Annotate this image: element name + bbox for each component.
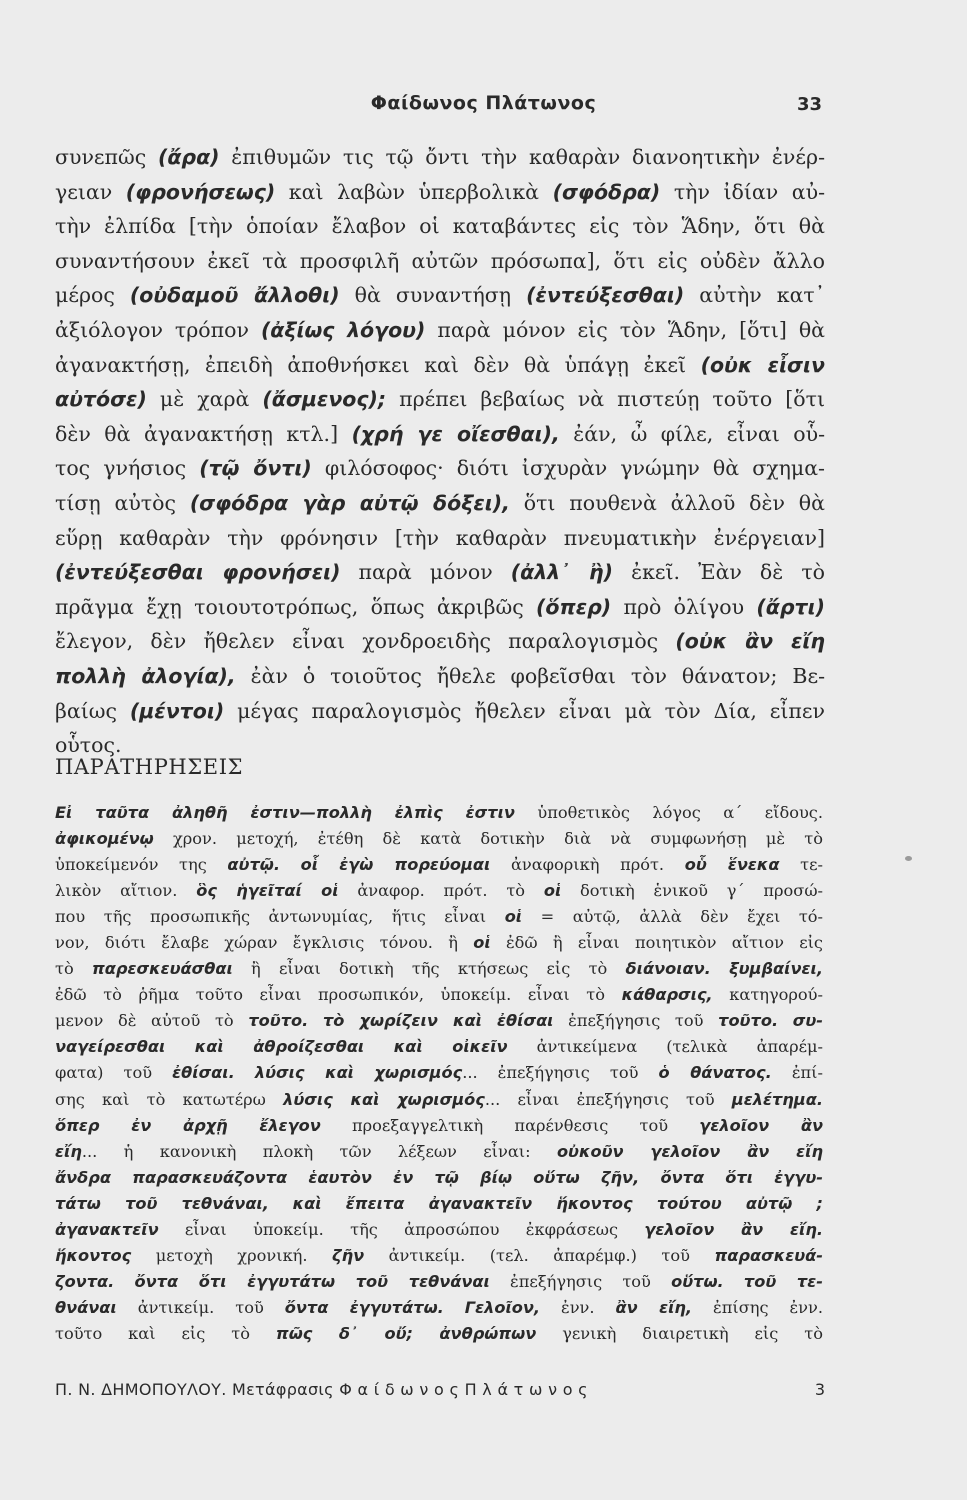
text-run: ἀξιόλογον τρόπον: [55, 317, 261, 342]
note-line: [55, 1034, 823, 1060]
greek-term: (οὐκ εἶσιν: [700, 352, 825, 377]
greek-term: οἱ: [543, 881, 562, 901]
note-line: [55, 826, 823, 852]
text-run: μὲ χαρὰ: [146, 387, 263, 412]
greek-term: (ἄρτι): [756, 594, 825, 619]
greek-term: τὸ χωρίζειν καὶ ἐθίσαι: [322, 1011, 554, 1031]
greek-term: ἂν εἴη,: [615, 1297, 693, 1317]
text-run: ὅτι πουθενὰ ἀλλοῦ δὲν θὰ: [509, 490, 825, 515]
notes-section: [55, 800, 823, 1347]
note-line: [55, 956, 823, 982]
text-run: [308, 1011, 323, 1030]
text-line: [55, 521, 825, 556]
signature-mark: 3: [814, 1380, 825, 1399]
text-line: [55, 209, 825, 244]
text-run: ἀντικείμ. τοῦ: [116, 1297, 285, 1317]
greek-term: (χρή γε οἴεσθαι),: [351, 421, 560, 446]
text-run: εὕρῃ καθαρὰν τὴν φρόνησιν [τὴν καθαρὰν πνευματικὴν ἐνέργειαν]: [55, 525, 825, 550]
greek-term: διάνοιαν.: [625, 959, 711, 979]
text-run: τίσῃ αὐτὸς: [55, 490, 190, 515]
text-line: [55, 486, 825, 521]
text-run: παρὰ μόνον εἰς τὸν Ἅδην, [ὅτι] θὰ: [425, 317, 825, 342]
greek-term: εἴη: [55, 1141, 82, 1161]
greek-term: παρασκευά-: [714, 1245, 823, 1265]
text-line: [55, 175, 825, 210]
greek-term: οἱ: [504, 907, 523, 927]
publisher-line: Π. Ν. ΔΗΜΟΠΟΥΛΟΥ. Μετάφρασις Φ α ί δ ω ν ο ς Π λ ά τ ω ν ο ς: [55, 1380, 588, 1399]
note-line: [55, 852, 823, 878]
text-run: λικὸν αἴτιον.: [55, 881, 197, 901]
text-run: αὐτὴν κατ᾽: [684, 283, 825, 308]
note-line: [55, 1113, 823, 1139]
text-run: τε-: [779, 855, 823, 875]
greek-term: (σφόδρα γὰρ αὐτῷ δόξει),: [189, 490, 510, 515]
text-run: = αὐτῷ, ἀλλὰ δὲν ἔχει τό-: [522, 907, 823, 927]
greek-term: οἱ: [473, 933, 491, 953]
text-run: ἐνν.: [540, 1297, 616, 1317]
note-line: [55, 1217, 823, 1243]
greek-term: λύσις καὶ χωρισμός: [283, 1089, 485, 1109]
text-run: καὶ λαβὼν ὑπερβολικὰ: [275, 179, 553, 204]
notes-heading: ΠΑΡΑΤΗΡΗΣΕΙΣ: [55, 755, 244, 779]
greek-term: (ὅπερ): [536, 594, 612, 619]
greek-term: ξυμβαίνει,: [729, 959, 823, 979]
greek-term: ζῆν: [332, 1245, 365, 1265]
greek-term: (ἐντεύξεσθαι): [526, 283, 685, 308]
text-run: πρᾶγμα ἔχῃ τοιουτοτρόπως, ὅπως ἀκριβῶς: [55, 594, 537, 619]
note-line: [55, 1295, 823, 1321]
text-run: [724, 1272, 744, 1291]
text-run: τος γνήσιος: [55, 456, 200, 481]
greek-term: τοῦτο.: [718, 1011, 779, 1031]
text-run: ἀντικείμενα (τελικὰ ἀπαρέμ-: [507, 1037, 823, 1057]
text-run: προεξαγγελτικὴ παρένθεσις τοῦ: [320, 1115, 700, 1135]
text-run: συνεπῶς: [55, 145, 158, 169]
text-run: μενον δὲ αὐτοῦ τὸ: [55, 1011, 249, 1031]
text-run: ... ἐπεξήγησις τοῦ: [462, 1063, 659, 1083]
greek-term: αὐτῷ.: [227, 855, 280, 875]
text-line: [55, 417, 825, 452]
text-run: [711, 959, 729, 978]
greek-term: ζοντα.: [55, 1271, 115, 1291]
greek-term: ὁ θάνατος.: [658, 1063, 772, 1083]
text-run: [235, 1063, 255, 1082]
text-run: ἐπιθυμῶν τις τῷ ὄντι τὴν καθαρὰν διανοητικὴν ἐνέρ-: [219, 145, 825, 169]
greek-term: συ-: [792, 1011, 823, 1031]
greek-term: Εἰ ταῦτα ἀληθῆ ἐστιν—πολλὴ ἐλπὶς ἐστιν: [55, 803, 515, 822]
note-line: [55, 1008, 823, 1034]
text-run: νον, διότι ἔλαβε χώραν ἔγκλισις τόνου. ἢ: [55, 933, 474, 953]
text-run: οὗτος.: [55, 733, 122, 758]
page-number: 33: [796, 94, 822, 115]
text-run: [114, 1272, 134, 1291]
text-line: [55, 382, 825, 417]
greek-term: θνάναι: [55, 1297, 117, 1317]
text-run: [444, 1298, 465, 1317]
page-speck: [905, 856, 912, 861]
greek-term: μελέτημα.: [731, 1089, 823, 1109]
main-paragraph: [55, 140, 825, 763]
text-line: [55, 555, 825, 590]
greek-term: ὄντα ὅτι ἐγγυτάτω τοῦ τεθνάναι: [134, 1271, 490, 1291]
text-run: που τῆς προσωπικῆς ἀντωνυμίας, ἥτις εἶναι: [55, 907, 505, 927]
text-run: μέγας παραλογισμὸς ἤθελεν εἶναι μὰ τὸν Δία, εἶπεν: [224, 698, 825, 723]
note-line: [55, 1269, 823, 1295]
text-run: [280, 855, 301, 874]
text-line: [55, 140, 825, 175]
greek-term: (μέντοι): [129, 698, 225, 723]
text-run: χρον. μετοχή, ἐτέθη δὲ κατὰ δοτικὴν διὰ νὰ συμφωνήσῃ μὲ τὸ: [153, 829, 823, 849]
greek-term: ἄνδρα παρασκευάζοντα ἑαυτὸν ἐν τῷ βίῳ οὕτω ζῆν, ὄντα ὅτι ἐγγυ-: [55, 1167, 823, 1187]
note-line: [55, 1191, 823, 1217]
greek-term: πῶς δ᾽ οὔ; ἀνθρώπων: [275, 1323, 537, 1343]
greek-term: γελοῖον ἂν: [699, 1115, 823, 1135]
greek-term: ὃς ἡγεῖταί οἱ: [196, 881, 339, 901]
text-run: ... ἡ κανονικὴ πλοκὴ τῶν λέξεων εἶναι:: [81, 1141, 557, 1161]
text-run: δοτικὴ ἑνικοῦ γ΄ προσώ-: [561, 881, 823, 901]
text-line: [55, 278, 825, 313]
greek-term: ναγείρεσθαι καὶ ἀθροίζεσθαι καὶ οἰκεῖν: [55, 1037, 508, 1057]
page-footer: [55, 1380, 825, 1408]
text-run: ἢ εἶναι δοτικὴ τῆς κτήσεως εἰς τὸ: [232, 959, 626, 979]
greek-term: παρεσκευάσθαι: [91, 959, 233, 979]
greek-term: κάθαρσις,: [621, 985, 713, 1005]
running-title: Φαίδωνος Πλάτωνος: [370, 92, 597, 114]
text-run: [269, 1194, 293, 1213]
text-run: ἀγανακτήσῃ, ἐπειδὴ ἀποθνήσκει καὶ δὲν θὰ ὑπάγῃ ἐκεῖ: [55, 352, 701, 377]
text-run: εἶναι ὑποκείμ. τῆς ἀπροσώπου ἐκφράσεως: [158, 1219, 645, 1239]
text-run: ἀντικείμ. (τελ. ἀπαρέμφ.) τοῦ: [364, 1245, 715, 1265]
note-line: [55, 904, 823, 930]
greek-term: καὶ ἔπειτα ἀγανακτεῖν ἥκοντος τούτου αὐτῷ ;: [292, 1193, 823, 1213]
greek-term: (ἐντεύξεσθαι φρονήσει): [55, 560, 341, 585]
note-line: [55, 800, 823, 826]
note-line: [55, 1243, 823, 1269]
greek-term: λύσις καὶ χωρισμός: [254, 1063, 463, 1083]
greek-term: ὅπερ ἐν ἀρχῇ ἔλεγον: [55, 1115, 321, 1135]
text-run: [778, 1011, 793, 1030]
text-run: γενικὴ διαιρετικὴ εἰς τὸ: [536, 1323, 823, 1343]
greek-term: (σφόδρα): [552, 179, 661, 204]
text-run: παρὰ μόνον: [340, 560, 511, 585]
text-line: [55, 348, 825, 383]
text-run: ἐπεξήγησις τοῦ: [553, 1011, 719, 1031]
text-run: μετοχὴ χρονική.: [131, 1245, 333, 1265]
text-line: [55, 451, 825, 486]
text-line: [55, 694, 825, 729]
note-line: [55, 1087, 823, 1113]
text-run: ἐδῶ ἢ εἶναι ποιητικὸν αἴτιον εἰς: [490, 933, 823, 953]
text-run: συναντήσουν ἐκεῖ τὰ προσφιλῆ αὐτῶν πρόσωπα], ὅτι εἰς οὐδὲν ἄλλο: [55, 248, 825, 273]
text-run: ... εἶναι ἐπεξήγησις τοῦ: [484, 1089, 732, 1109]
greek-term: (ἄρα): [157, 145, 220, 169]
text-line: [55, 244, 825, 279]
greek-term: ἐθίσαι.: [172, 1063, 235, 1083]
greek-term: ἀφικομένῳ: [55, 829, 154, 849]
text-run: βαίως: [55, 698, 130, 723]
text-line: [55, 590, 825, 625]
note-line: [55, 878, 823, 904]
greek-term: αὐτόσε): [55, 387, 147, 412]
text-run: ἐκεῖ. Ἐὰν δὲ τὸ: [613, 560, 825, 585]
text-run: ἐπί-: [771, 1063, 823, 1083]
greek-term: ὄντα ἐγγυτάτω.: [284, 1297, 444, 1317]
greek-term: ἀγανακτεῖν: [55, 1219, 159, 1239]
greek-term: (ἀξίως λόγου): [260, 317, 426, 342]
greek-term: οὐκοῦν γελοῖον ἂν εἴη: [556, 1141, 823, 1161]
greek-term: Γελοῖον,: [464, 1297, 541, 1317]
greek-term: τάτω τοῦ τεθνάναι,: [55, 1193, 269, 1213]
text-run: ἀναφορ. πρότ. τὸ: [338, 881, 544, 901]
note-line: [55, 1321, 823, 1347]
text-line: [55, 659, 825, 694]
text-run: γειαν: [55, 179, 126, 204]
text-run: μέρος: [55, 283, 130, 308]
text-run: φιλόσοφος· διότι ἰσχυρὰν γνώμην θὰ σχημα-: [311, 456, 825, 481]
greek-term: τοῦ τε-: [743, 1271, 823, 1291]
greek-term: οὕτω.: [671, 1271, 724, 1291]
text-run: ἐπεξήγησις τοῦ: [489, 1271, 672, 1291]
text-run: φατα) τοῦ: [55, 1063, 173, 1083]
greek-term: (οὐδαμοῦ ἄλλοθι): [129, 283, 340, 308]
text-run: ἀναφορικὴ πρότ.: [490, 855, 685, 875]
note-line: [55, 1139, 823, 1165]
text-run: ἔλεγον, δὲν ἤθελεν εἶναι χονδροειδὴς παραλογισμὸς: [55, 629, 676, 654]
greek-term: (φρονήσεως): [125, 179, 276, 204]
text-run: ἐπίσης ἐνν.: [692, 1297, 823, 1317]
text-run: ἐάν, ὦ φίλε, εἶναι οὗ-: [559, 421, 825, 446]
note-line: [55, 930, 823, 956]
text-run: ὑποκείμενόν της: [55, 855, 228, 875]
greek-term: οὗ ἕνεκα: [684, 855, 780, 875]
note-line: [55, 1060, 823, 1086]
text-run: σης καὶ τὸ κατωτέρω: [55, 1089, 284, 1109]
text-run: πρέπει βεβαίως νὰ πιστεύῃ τοῦτο [ὅτι: [386, 387, 825, 412]
greek-term: (ἄσμενος);: [262, 387, 387, 412]
greek-term: οἷ ἐγὼ πορεύομαι: [300, 855, 491, 875]
greek-term: (οὐκ ἂν εἴη: [675, 629, 825, 654]
running-header: [0, 92, 967, 122]
text-run: ἐδῶ τὸ ῥῆμα τοῦτο εἶναι προσωπικόν, ὑποκείμ. εἶναι τὸ: [55, 985, 622, 1005]
note-line: [55, 1165, 823, 1191]
greek-term: (ἀλλ᾽ ἢ): [510, 560, 614, 585]
text-run: δὲν θὰ ἀγανακτήσῃ κτλ.]: [55, 421, 352, 446]
text-run: κατηγορού-: [712, 985, 823, 1005]
greek-term: πολλὴ ἀλογία),: [55, 663, 236, 688]
note-line: [55, 982, 823, 1008]
text-line: [55, 624, 825, 659]
text-run: τὴν ἐλπίδα [τὴν ὁποίαν ἔλαβον οἱ καταβάντες εἰς τὸν Ἅδην, ὅτι θὰ: [55, 214, 825, 239]
greek-term: (τῷ ὄντι): [199, 456, 312, 481]
text-line: [55, 313, 825, 348]
text-run: ἐὰν ὁ τοιοῦτος ἤθελε φοβεῖσθαι τὸν θάνατον; Βε-: [235, 663, 825, 688]
text-run: θὰ συναντήσῃ: [339, 283, 527, 308]
text-run: ὑποθετικὸς λόγος α΄ εἴδους.: [514, 803, 823, 822]
text-run: τὴν ἰδίαν αὐ-: [660, 179, 825, 204]
greek-term: ἥκοντος: [55, 1245, 132, 1265]
text-run: τοῦτο καὶ εἰς τὸ: [55, 1323, 276, 1343]
text-run: τὸ: [55, 959, 92, 979]
greek-term: τοῦτο.: [248, 1011, 309, 1031]
text-run: πρὸ ὀλίγου: [611, 594, 757, 619]
greek-term: γελοῖον ἂν εἴη.: [644, 1219, 823, 1239]
